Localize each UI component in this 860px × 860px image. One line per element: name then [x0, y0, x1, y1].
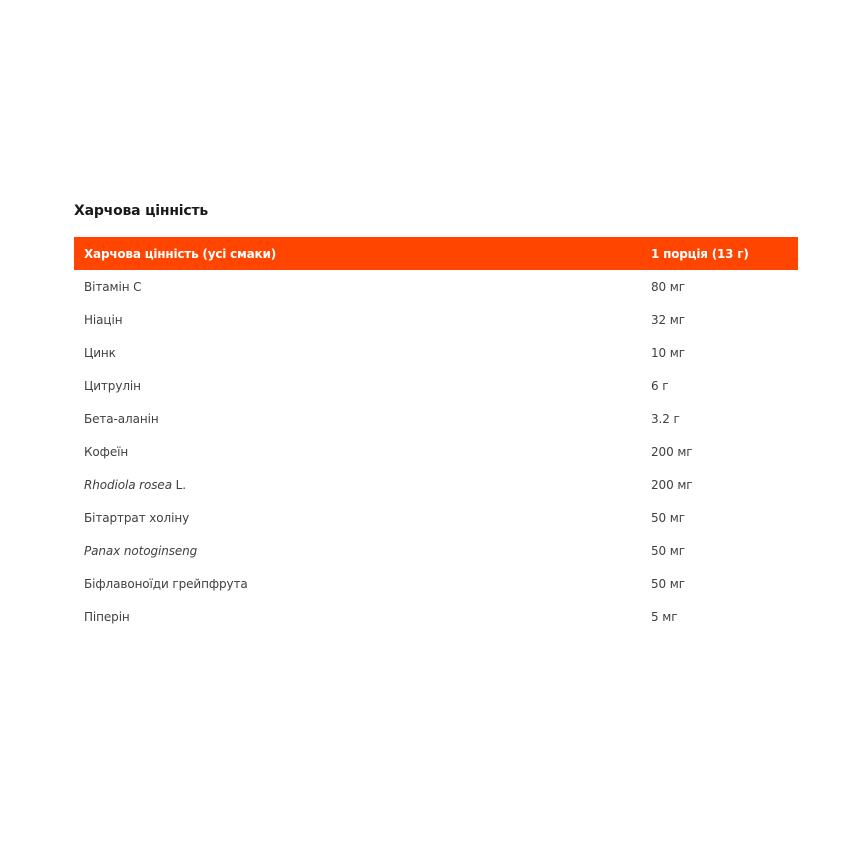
- row-amount: 200 мг: [651, 444, 693, 459]
- row-name-text: Цинк: [84, 345, 116, 360]
- row-name: [74, 369, 641, 402]
- row-name-text: Rhodiola rosea: [84, 477, 172, 492]
- row-name: [74, 435, 641, 468]
- table-row: [74, 534, 798, 567]
- row-name-text: Піперін: [84, 609, 130, 624]
- row-name-text: Ніацін: [84, 312, 123, 327]
- table-row: [74, 567, 798, 600]
- row-amount: 10 мг: [651, 345, 685, 360]
- table-row: [74, 336, 798, 369]
- row-name-text: Бета-аланін: [84, 411, 159, 426]
- table-row: [74, 402, 798, 435]
- row-name: [74, 600, 641, 633]
- row-amount: 6 г: [651, 378, 669, 393]
- row-name-text: Біфлавоноїди грейпфрута: [84, 576, 248, 591]
- row-name-text: Цитрулін: [84, 378, 141, 393]
- row-name: [74, 567, 641, 600]
- row-amount: 50 мг: [651, 510, 685, 525]
- row-name-suffix: L.: [171, 477, 186, 492]
- table-row: [74, 468, 798, 501]
- table-row: [74, 270, 798, 303]
- row-name: [74, 402, 641, 435]
- row-name-text: Кофеїн: [84, 444, 129, 459]
- row-name: [74, 501, 641, 534]
- row-name: [74, 303, 641, 336]
- header-amount: 1 порція (13 г): [641, 237, 798, 270]
- section-title: Харчова цінність: [74, 203, 209, 219]
- table-header-row: [74, 237, 798, 270]
- table-body: [74, 270, 798, 633]
- row-name: [74, 468, 641, 501]
- row-amount: 50 мг: [651, 543, 685, 558]
- row-name-text: Вітамін С: [84, 279, 142, 294]
- header-name: Харчова цінність (усі смаки): [74, 237, 641, 270]
- table-row: [74, 369, 798, 402]
- row-amount: 80 мг: [651, 279, 685, 294]
- row-amount: 3.2 г: [651, 411, 680, 426]
- table-row: [74, 600, 798, 633]
- nutrition-section: [74, 200, 798, 633]
- table-row: [74, 303, 798, 336]
- row-amount: 32 мг: [651, 312, 685, 327]
- table-row: [74, 501, 798, 534]
- row-amount: 50 мг: [651, 576, 685, 591]
- row-name: [74, 270, 641, 303]
- row-amount: 5 мг: [651, 609, 678, 624]
- row-name-text: Panax notoginseng: [84, 543, 198, 558]
- row-name: [74, 336, 641, 369]
- table-row: [74, 435, 798, 468]
- row-amount: 200 мг: [651, 477, 693, 492]
- row-name: [74, 534, 641, 567]
- nutrition-table: [74, 237, 798, 633]
- row-name-text: Бітартрат холіну: [84, 510, 190, 525]
